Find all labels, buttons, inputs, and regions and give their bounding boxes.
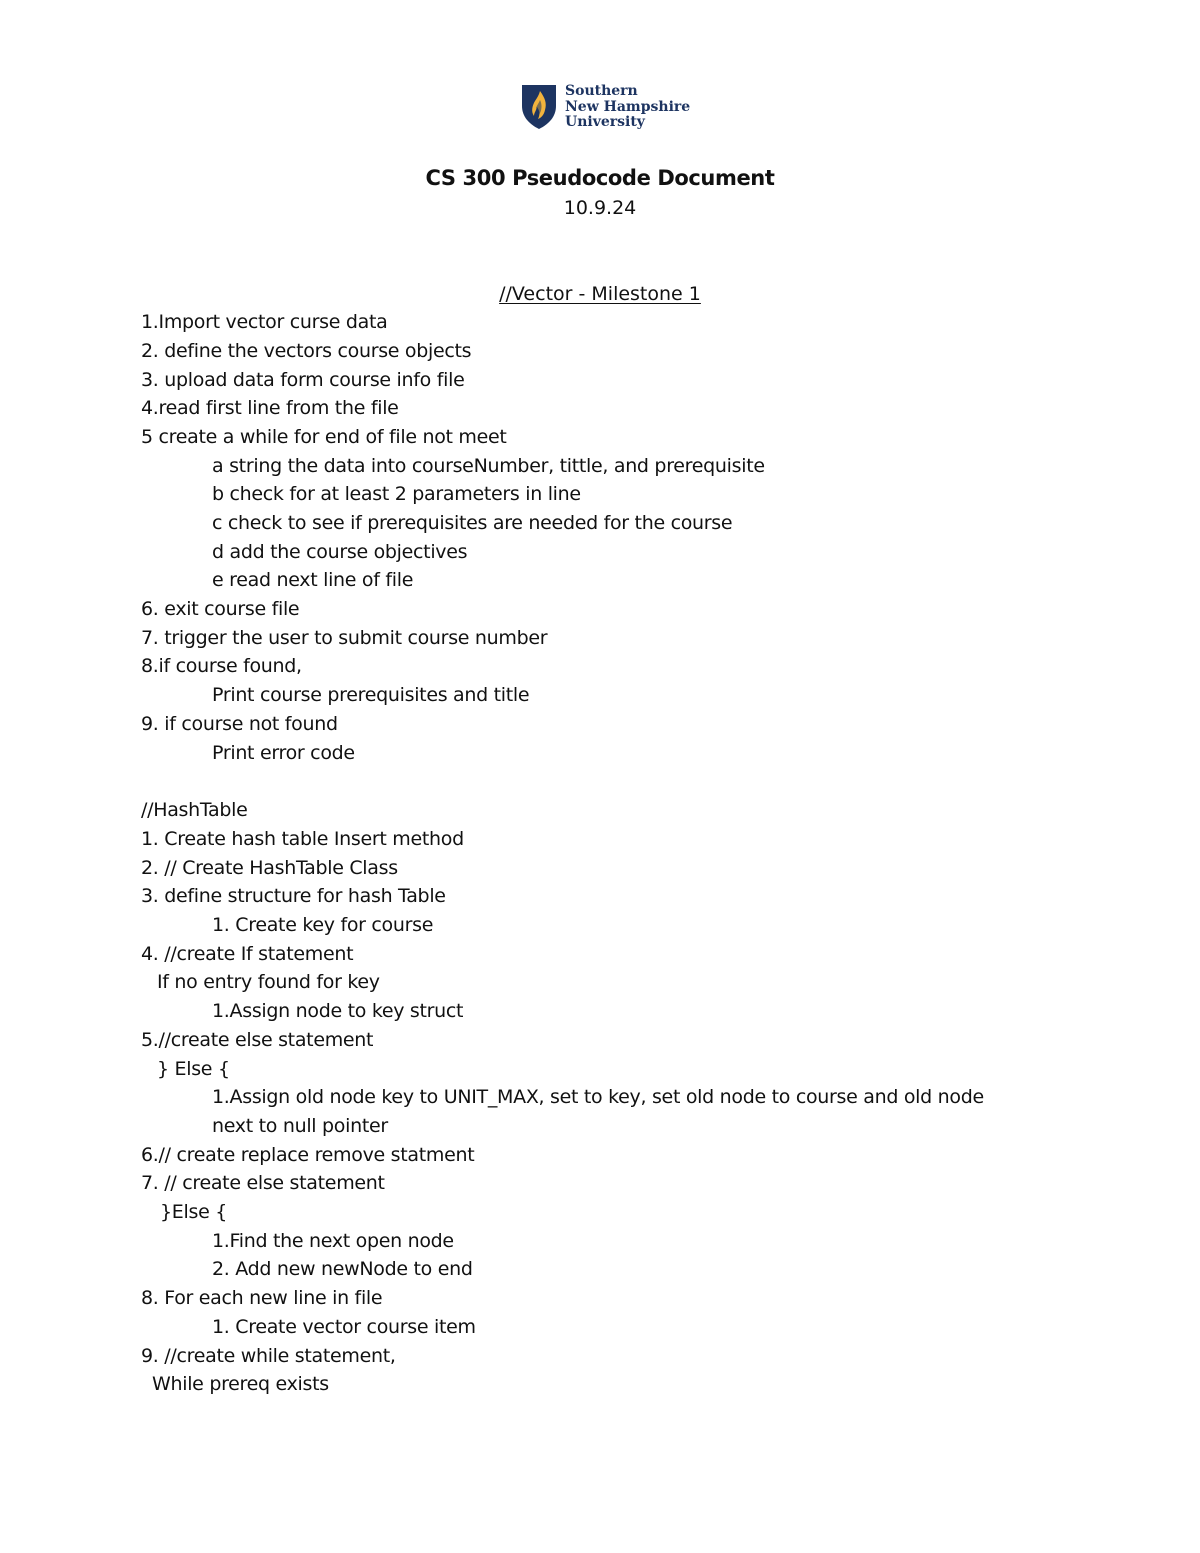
vector-line-3: 3. upload data form course info file bbox=[141, 369, 465, 391]
logo-line-1: Southern bbox=[565, 83, 638, 99]
vector-subline-c: c check to see if prerequisites are needed for the course bbox=[212, 512, 733, 534]
document-date: 10.9.24 bbox=[563, 197, 637, 219]
vector-subline-8: Print course prerequisites and title bbox=[212, 684, 530, 706]
hash-subline-4: 1.Assign node to key struct bbox=[212, 1000, 464, 1022]
logo-line-3: University bbox=[565, 114, 645, 130]
hash-subline-3: 1. Create key for course bbox=[212, 914, 434, 936]
vector-line-7: 7. trigger the user to submit course number bbox=[141, 627, 548, 649]
vector-subline-9: Print error code bbox=[212, 742, 355, 764]
vector-subline-e: e read next line of file bbox=[212, 569, 414, 591]
hash-subline-5-cont: next to null pointer bbox=[212, 1115, 388, 1137]
vector-subline-a: a string the data into courseNumber, tittle, and prerequisite bbox=[212, 455, 765, 477]
university-logo bbox=[521, 84, 690, 131]
hash-line-4: 4. //create If statement bbox=[141, 943, 354, 965]
vector-subline-b: b check for at least 2 parameters in line bbox=[212, 483, 581, 505]
hash-subline-7a: 1.Find the next open node bbox=[212, 1230, 454, 1252]
vector-line-8: 8.if course found, bbox=[141, 655, 302, 677]
hash-line-1: 1. Create hash table Insert method bbox=[141, 828, 464, 850]
shield-flame-logo-icon bbox=[521, 84, 557, 130]
hash-line-9-condition: While prereq exists bbox=[152, 1373, 329, 1395]
vector-line-9: 9. if course not found bbox=[141, 713, 338, 735]
hash-subline-5: 1.Assign old node key to UNIT_MAX, set to key, set old node to course and old node bbox=[212, 1086, 984, 1108]
vector-line-4: 4.read first line from the file bbox=[141, 397, 399, 419]
hash-line-3: 3. define structure for hash Table bbox=[141, 885, 446, 907]
hash-subline-7b: 2. Add new newNode to end bbox=[212, 1258, 473, 1280]
hash-line-7: 7. // create else statement bbox=[141, 1172, 385, 1194]
vector-line-1: 1.Import vector curse data bbox=[141, 311, 388, 333]
hash-line-5: 5.//create else statement bbox=[141, 1029, 374, 1051]
hash-line-4-condition: If no entry found for key bbox=[157, 971, 380, 993]
vector-line-5: 5 create a while for end of file not meet bbox=[141, 426, 507, 448]
hash-subline-8: 1. Create vector course item bbox=[212, 1316, 476, 1338]
hash-line-2: 2. // Create HashTable Class bbox=[141, 857, 398, 879]
hash-line-6: 6.// create replace remove statment bbox=[141, 1144, 475, 1166]
hash-line-5-else: } Else { bbox=[157, 1058, 230, 1080]
hash-line-8: 8. For each new line in file bbox=[141, 1287, 383, 1309]
hash-line-7-else: }Else { bbox=[160, 1201, 227, 1223]
vector-line-2: 2. define the vectors course objects bbox=[141, 340, 472, 362]
hash-line-9: 9. //create while statement, bbox=[141, 1345, 396, 1367]
vector-section-heading: //Vector - Milestone 1 bbox=[499, 283, 701, 305]
logo-line-2: New Hampshire bbox=[565, 98, 691, 115]
vector-subline-d: d add the course objectives bbox=[212, 541, 468, 563]
document-title: CS 300 Pseudocode Document bbox=[425, 166, 775, 190]
hash-heading: //HashTable bbox=[141, 799, 248, 821]
vector-line-6: 6. exit course file bbox=[141, 598, 300, 620]
